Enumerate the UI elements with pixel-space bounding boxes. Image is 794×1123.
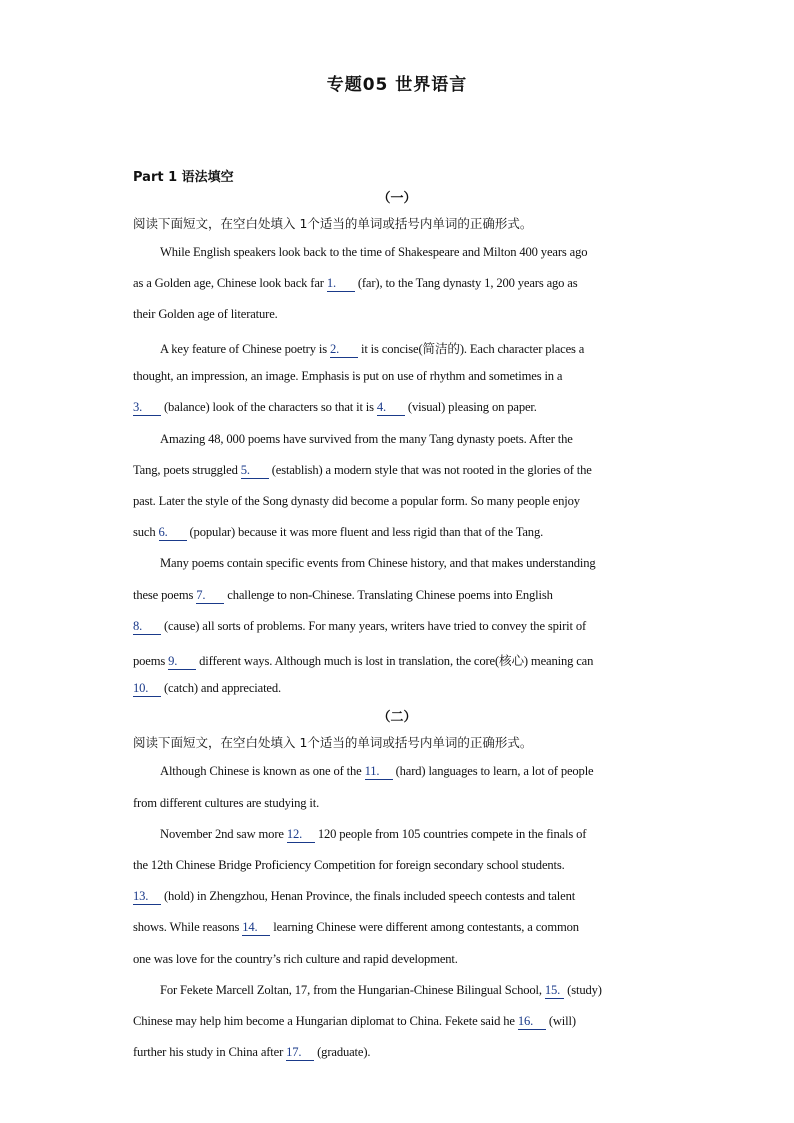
p1-line: Tang, poets struggled 5. (establish) a modern style that was not rooted in the glories of the [133, 463, 592, 477]
section-title: Part 1 语法填空 [133, 170, 234, 185]
blank-3[interactable]: 3. [133, 400, 161, 416]
blank-15[interactable]: 15. [545, 983, 564, 999]
blank-10[interactable]: 10. [133, 681, 161, 697]
p1-line: 3. (balance) look of the characters so that it is 4. (visual) pleasing on paper. [133, 400, 537, 414]
p1-line: past. Later the style of the Song dynasty did become a popular form. So many people enjoy [133, 494, 580, 508]
blank-12[interactable]: 12. [287, 827, 315, 843]
blank-11[interactable]: 11. [365, 764, 393, 780]
page-title: 专题05 世界语言 [326, 75, 468, 95]
p1-line: as a Golden age, Chinese look back far 1. (far), to the Tang dynasty 1, 200 years ago as [133, 276, 578, 290]
p2-line: Chinese may help him become a Hungarian diplomat to China. Fekete said he 16. (will) [133, 1014, 576, 1028]
p1-line: Many poems contain specific events from Chinese history, and that makes understanding [160, 556, 596, 570]
p1-line: 8. (cause) all sorts of problems. For many years, writers have tried to convey the spirit of [133, 619, 587, 633]
blank-8[interactable]: 8. [133, 619, 161, 635]
p2-line: further his study in China after 17. (graduate). [133, 1045, 371, 1059]
blank-7[interactable]: 7. [196, 588, 224, 604]
blank-14[interactable]: 14. [242, 920, 270, 936]
blank-16[interactable]: 16. [518, 1014, 546, 1030]
blank-6[interactable]: 6. [159, 525, 187, 541]
p1-line: such 6. (popular) because it was more fluent and less rigid than that of the Tang. [133, 525, 544, 539]
p2-line: November 2nd saw more 12. 120 people from 105 countries compete in the finals of [160, 827, 587, 841]
p1-line: poems 9. different ways. Although much is lost in translation, the core(核心) meaning can [133, 654, 594, 668]
passage1-heading: （一） [377, 191, 417, 206]
blank-4[interactable]: 4. [377, 400, 405, 416]
p2-line: Although Chinese is known as one of the 11. (hard) languages to learn, a lot of people [160, 764, 594, 778]
p2-line: one was love for the country’s rich culture and rapid development. [133, 952, 458, 966]
passage2-instruction: 阅读下面短文，在空白处填入 1个适当的单词或括号内单词的正确形式。 [133, 735, 533, 750]
p2-line: shows. While reasons 14. learning Chinese were different among contestants, a common [133, 920, 579, 934]
p1-line: Amazing 48, 000 poems have survived from the many Tang dynasty poets. After the [160, 432, 573, 446]
p1-line: 10. (catch) and appreciated. [133, 681, 282, 695]
blank-9[interactable]: 9. [168, 654, 196, 670]
p1-line: While English speakers look back to the time of Shakespeare and Milton 400 years ago [160, 245, 588, 259]
blank-2[interactable]: 2. [330, 342, 358, 358]
p2-line: 13. (hold) in Zhengzhou, Henan Province, the finals included speech contests and talent [133, 889, 576, 903]
p1-line: their Golden age of literature. [133, 307, 278, 321]
blank-1[interactable]: 1. [327, 276, 355, 292]
p1-line: A key feature of Chinese poetry is 2. it is concise(简洁的). Each character places a [160, 342, 585, 356]
blank-17[interactable]: 17. [286, 1045, 314, 1061]
p2-line: from different cultures are studying it. [133, 796, 320, 810]
p2-line: For Fekete Marcell Zoltan, 17, from the Hungarian-Chinese Bilingual School, 15. (study) [160, 983, 602, 997]
p1-line: these poems 7. challenge to non-Chinese. Translating Chinese poems into English [133, 588, 553, 602]
passage2-heading: （二） [377, 710, 417, 725]
p2-line: the 12th Chinese Bridge Proficiency Competition for foreign secondary school students. [133, 858, 565, 872]
p1-line: thought, an impression, an image. Emphasis is put on use of rhythm and sometimes in a [133, 369, 563, 383]
blank-5[interactable]: 5. [241, 463, 269, 479]
blank-13[interactable]: 13. [133, 889, 161, 905]
passage1-instruction: 阅读下面短文，在空白处填入 1个适当的单词或括号内单词的正确形式。 [133, 216, 533, 231]
